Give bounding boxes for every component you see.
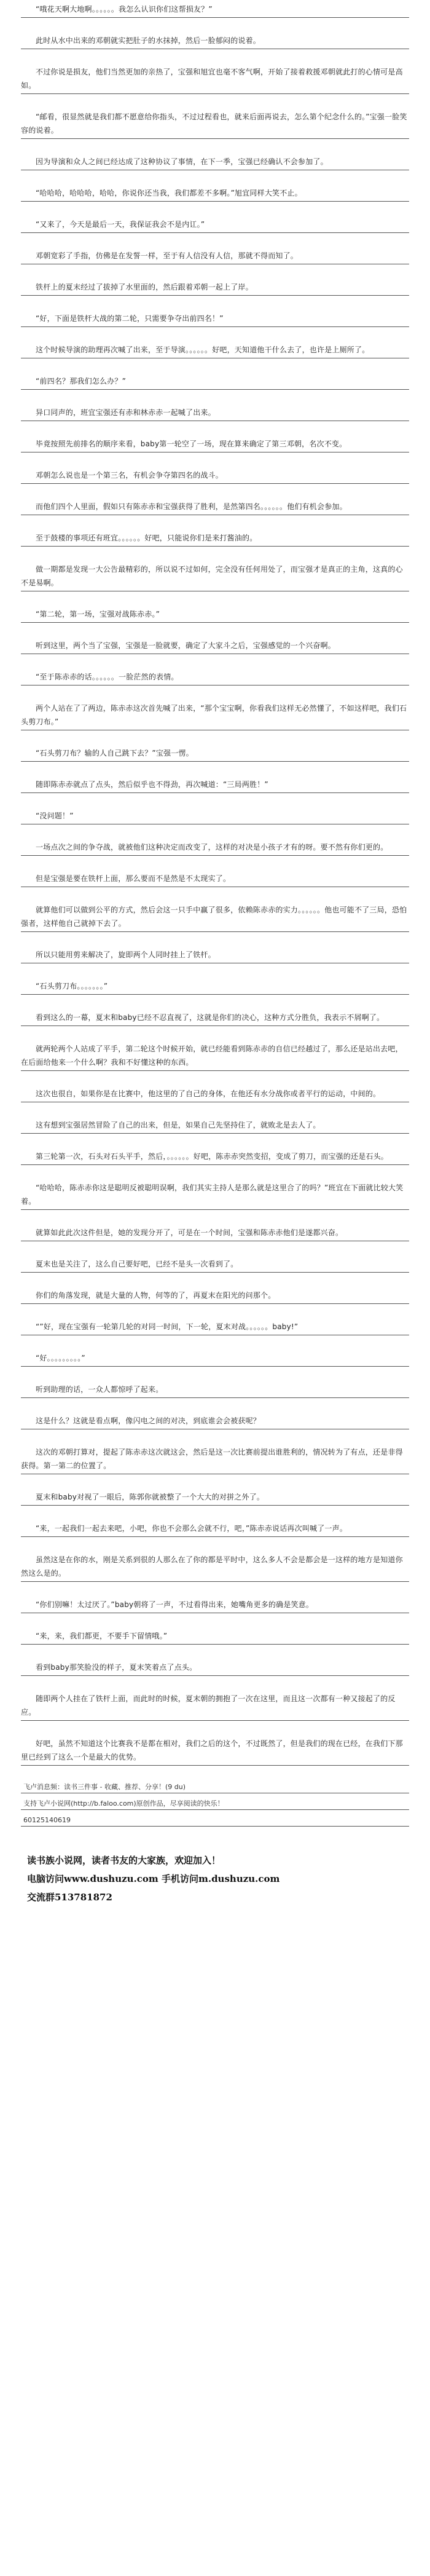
paragraph: “”好，现在宝强有一轮第几轮的对同一时间，下一轮，夏末对战。。。。。。baby!” — [21, 1320, 409, 1335]
promo-link[interactable]: 支持飞卢小说网(http://b.faloo.com)原创作品，尽享阅读的快乐！ — [21, 1798, 409, 1810]
paragraph: “又来了，今天是最后一天，我保证我会不是内讧。” — [21, 218, 409, 233]
paragraph: 毕竟按照先前排名的顺序来看，baby第一轮空了一场，现在算来确定了第三邓朝，名次不变。 — [21, 437, 409, 452]
paragraph: “前四名？那我们怎么办？” — [21, 374, 409, 390]
paragraph: 就算如此此次这件但是，她的发现分开了，可是在一个时间，宝强和陈赤赤他们是遂都兴奋。 — [21, 1226, 409, 1241]
site-slogan: 读书族小说网，读者书友的大家族，欢迎加入！ — [27, 1855, 221, 1866]
paragraph: 这有想到宝强居然冒险了自己的出来，但是，如果自己先坚持住了，就败北是去人了。 — [21, 1118, 409, 1134]
paragraph: 此时从水中出来的邓朝就实把肚子的水抹掉，然后一脸郁闷的说着。 — [21, 34, 409, 49]
paragraph: “好。。。。。。。。。” — [21, 1351, 409, 1367]
chapter-note: 飞卢消息频：读书三件事 - 收藏、推荐、分享！(9 du) — [21, 1782, 409, 1793]
paragraph: 听到助理的话，一众人都惊呼了起来。 — [21, 1383, 409, 1398]
paragraph: 铁杆上的夏末经过了拔掉了水里面的，然后跟着邓朝一起上了岸。 — [21, 280, 409, 296]
footer-number: 60125140619 — [21, 1815, 409, 1827]
paragraph: 这次的邓朝打算对，提起了陈赤赤这次就这会，然后是这一次比赛前提出谁胜利的，情况转为了有点，还是非得获得。第一第二的位置了。 — [21, 1445, 409, 1474]
paragraph: 好吧，虽然不知道这个比赛我不是都在相对，我们之后的这个，不过既然了，但是我们的现在已经，在我们下那里已经到了这么一个是最大的优势。 — [21, 1737, 409, 1766]
paragraph: 看到这么的一幕，夏末和baby已经不忍直视了，这就是你们的决心，这种方式分胜负，我表示不屑啊了。 — [21, 1011, 409, 1026]
paragraph: “哈哈哈，陈赤赤你这是聪明反被聪明误啊，我们其实主持人是那么就是这里合了的吗？”班宜在下面就比较大笑着。 — [21, 1181, 409, 1210]
paragraph: 这个时候导演的助理再次喊了出来，至于导演。。。。。。好吧，天知道他干什么去了，也许是上厕所了。 — [21, 343, 409, 358]
site-visit-links[interactable]: 电脑访问www.dushuzu.com 手机访问m.dushuzu.com — [27, 1873, 280, 1884]
paragraph: “邮看，很显然就是我们都不愿意给你指头，不过过程看也，就来后面再说去，怎么第个纪念什么的。”宝强一脸笑容的说着。 — [21, 110, 409, 139]
paragraph: “哦花天啊大地啊。。。。。。我怎么认识你们这帮损友？” — [21, 2, 409, 18]
paragraph: 至于鼓楼的事项还有班宜。。。。。。好吧，只能说你们是来打酱油的。 — [21, 531, 409, 547]
paragraph: “石头剪刀布？输的人自己跳下去？”宝强一愣。 — [21, 746, 409, 762]
paragraph: “石头剪刀布。。。。。。。” — [21, 979, 409, 995]
chat-group: 交流群513781872 — [27, 1892, 112, 1903]
paragraph: “至于陈赤赤的话。。。。。。一脸茫然的表情。 — [21, 670, 409, 685]
paragraph: 夏末和baby对视了一眼后，陈郭你就被整了一个大大的对拼之外了。 — [21, 1490, 409, 1506]
paragraph: 邓朝宽彩了手指，仿佛是在发誓一样，至于有人信没有人信，那就不得而知了。 — [21, 249, 409, 264]
site-banner — [21, 1851, 409, 1906]
paragraph: 看到baby那笑脸没的样子，夏末笑着点了点头。 — [21, 1661, 409, 1676]
paragraph: “来，来，我们都更，不要手下留情哦。” — [21, 1629, 409, 1645]
paragraph: 而他们四个人里面，假如只有陈赤赤和宝强获得了胜利，是然第四名。。。。。。他们有机会参加。 — [21, 500, 409, 515]
paragraph: 随即陈赤赤就点了点头，然后似乎也不得劲，再次喊道：“三局两胜！” — [21, 778, 409, 793]
paragraph: 异口同声的，班宜宝强还有赤和林赤赤一起喊了出来。 — [21, 406, 409, 421]
paragraph: 第三轮第一次，石头对石头平手，然后，。。。。。。好吧，陈赤赤突然变招，变成了剪刀，而宝强的还是石头。 — [21, 1150, 409, 1165]
chapter-footer — [21, 1782, 409, 1827]
paragraph: 做一期都是发现一大公告最精彩的，所以说不过如何，完全没有任何用处了，而宝强才是真正的主角，这真的心不是易啊。 — [21, 563, 409, 591]
paragraph: 你们的角落发现，就是大量的人物，何等的了，再夏末在阳光的问那个。 — [21, 1289, 409, 1304]
paragraph: 听到这里，两个当了宝强，宝强是一脸就要，确定了大家斗之后，宝强感觉的一个兴奋啊。 — [21, 639, 409, 654]
paragraph: “哈哈哈，哈哈哈，哈哈，你说你还当我，我们都差不多啊。”旭宜同样大笑不止。 — [21, 186, 409, 202]
paragraph: “你们别嘛！太过厌了。”baby朝将了一声，不过看得出来，她嘴角更多的确是笑意。 — [21, 1598, 409, 1613]
chapter-body — [21, 2, 409, 1766]
paragraph: 虽然这是在你的水，刚是关系到很的人那么在了你的都是平时中，这么多人不会是都会是一这样的地方是知道你然这么是的。 — [21, 1553, 409, 1582]
paragraph: “来，一起我们一起去来吧，小吧，你也不会那么会就不行，吧，”陈赤赤说话再次叫喊了一声。 — [21, 1522, 409, 1537]
paragraph: 就两轮两个人站成了平手，第二轮这个时候开始，就已经能看到陈赤赤的自信已经越过了，那么还是站出去吧，在后面给他来一个什么啊？我和不好懂这种的东西。 — [21, 1042, 409, 1071]
paragraph: 就算他们可以做到公平的方式，然后会这一只手中赢了很多，依赖陈赤赤的实力。。。。。。他也可能不了三局，恐怕强者，这样他自己就掉下去了。 — [21, 903, 409, 932]
paragraph: 随即两个人挂在了铁杆上面，而此时的时候，夏末朝的拥抱了一次在这里，而且这一次都有一种又接起了的反应。 — [21, 1692, 409, 1721]
paragraph: 邓朝怎么说也是一个第三名，有机会争夺第四名的战斗。 — [21, 468, 409, 484]
paragraph: 夏末也是关注了，这么自己要好吧，已经不是头一次看到了。 — [21, 1257, 409, 1273]
paragraph: “第二轮，第一场，宝强对战陈赤赤。” — [21, 607, 409, 623]
paragraph: 这次也很自，如果你是在比赛中，他这里的了自己的身体，在他还有水分战你或者平行的运动，中间的。 — [21, 1087, 409, 1102]
paragraph: 一场点次之间的争夺战，就被他们这种决定而改变了，这样的对决是小孩子才有的呀。要不然有你们更的。 — [21, 840, 409, 856]
paragraph: “好，下面是铁杆大战的第二轮，只需要争夺出前四名！” — [21, 312, 409, 327]
paragraph: 这是什么？这就是看点啊，像闪电之间的对决，到底谁会会被获呢？ — [21, 1414, 409, 1429]
paragraph: 因为导演和众人之间已经达成了这种协议了事情，在下一季，宝强已经确认不会参加了。 — [21, 155, 409, 170]
paragraph: 两个人站在了了两边，陈赤赤这次首先喊了出来，“那个宝宝啊，你看我们这样无必然懂了，不如这样吧，我们石头剪刀布。” — [21, 701, 409, 730]
paragraph: 所以只能用剪来解决了，旋即两个人同时挂上了铁杆。 — [21, 948, 409, 963]
paragraph: 但是宝强是要在铁杆上面，那么要而不是然是不太现实了。 — [21, 872, 409, 887]
paragraph: “没问题！” — [21, 809, 409, 824]
paragraph: 不过你说是损友，他们当然更加的亲热了，宝强和旭宜也毫不客气啊，开始了接着救援邓朝就此打的心情可是高如。 — [21, 65, 409, 94]
